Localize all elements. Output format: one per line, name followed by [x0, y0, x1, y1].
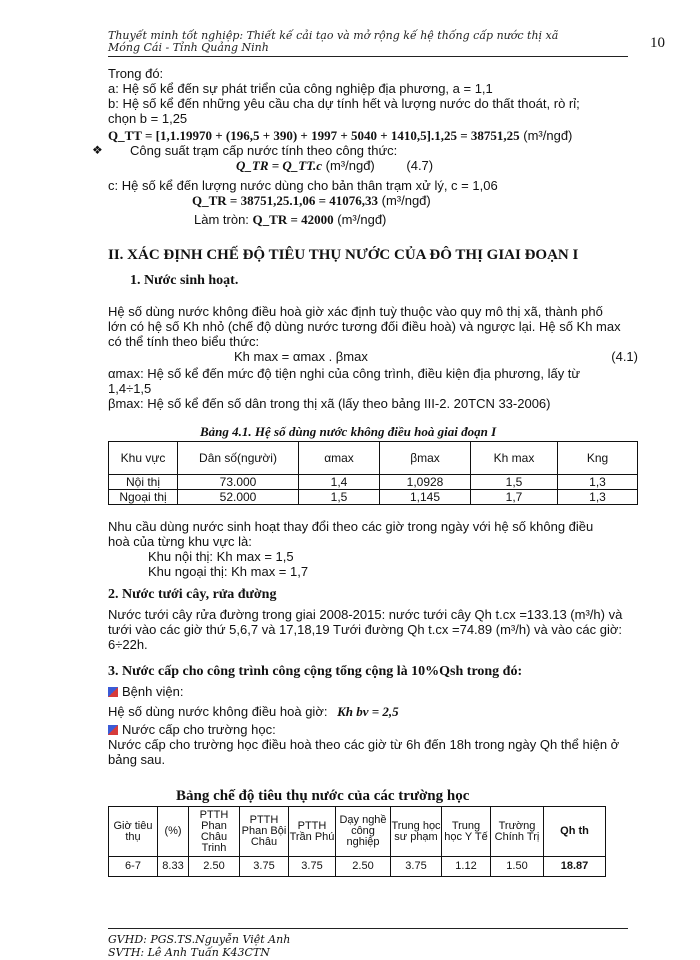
- table-cell: 73.000: [178, 475, 299, 490]
- para-he-so: [108, 304, 648, 411]
- coef-a-text: a: Hệ số kể đến sự phát triển của công nghiệp địa phương, a = 1,1: [108, 81, 493, 96]
- beta-text: βmax: Hệ số kể đến số dân trong thị xã (lấy theo bảng III-2. 20TCN 33-2006): [108, 396, 551, 411]
- coef-c-text: c: Hệ số kể đến lượng nước dùng cho bản thân trạm xử lý, c = 1,06: [108, 178, 498, 193]
- formula-qtr-value-expr: Q_TR = 38751,25.1,06 = 41076,33: [192, 193, 378, 208]
- para-tuoi-line-3: 6÷22h.: [108, 637, 148, 652]
- table-header-row: [109, 807, 606, 857]
- benh-vien-label: Bệnh viện:: [122, 684, 184, 699]
- table-cell: 52.000: [178, 490, 299, 505]
- footer-svth: SVTH: Lê Anh Tuấn K43CTN: [108, 946, 270, 959]
- table-header-cell: αmax: [299, 442, 380, 475]
- rounding-unit: (m³/ngđ): [337, 212, 387, 227]
- congsuat-block: [130, 143, 630, 173]
- table-header-cell: Khu vực: [109, 442, 178, 475]
- table-cell: Ngoại thị: [109, 490, 178, 505]
- coef-b-text: b: Hệ số kể đến những yêu cầu cha dự tính hết và lượng nước do thất thoát, rò rỉ;: [108, 96, 580, 111]
- he-so-label: Hệ số dùng nước không điều hoà giờ:: [108, 704, 328, 719]
- table-header-cell: (%): [158, 807, 189, 857]
- table-cell: 1,3: [558, 490, 638, 505]
- table-cell: 8.33: [158, 857, 189, 877]
- benh-vien-item: [108, 684, 648, 699]
- formula-kh-number: (4.1): [611, 349, 638, 364]
- formula-qtr-value: [108, 193, 648, 208]
- trong-do-label: Trong đó:: [108, 66, 164, 81]
- table-cell: Nội thị: [109, 475, 178, 490]
- section-heading-ii: II. XÁC ĐỊNH CHẾ ĐỘ TIÊU THỤ NƯỚC CỦA ĐÔ THỊ GIAI ĐOẠN I: [108, 247, 579, 263]
- truong-hoc-line-2: bảng sau.: [108, 752, 166, 767]
- para-he-so-line-3: có thể tính theo biểu thức:: [108, 334, 260, 349]
- table-cell: 6-7: [109, 857, 158, 877]
- table-cell: 1,7: [471, 490, 558, 505]
- para-cong-cong: [108, 684, 648, 767]
- table-cell: 1,5: [299, 490, 380, 505]
- header-line-2: Móng Cái - Tỉnh Quảng Ninh: [108, 41, 269, 54]
- table-4-1: [108, 441, 638, 505]
- table-header-cell: Dạy nghề công nghiệp: [336, 807, 391, 857]
- table-row: [109, 475, 638, 490]
- truong-hoc-item: [108, 722, 648, 737]
- congsuat-text: Công suất trạm cấp nước tính theo công thức:: [130, 143, 398, 158]
- table-cell: 1.50: [491, 857, 544, 877]
- table-cell: 1,0928: [380, 475, 471, 490]
- rounding-expr: Q_TR = 42000: [252, 212, 334, 227]
- bullet-diamond-icon: ❖: [92, 143, 103, 157]
- rounding-line: [108, 212, 648, 227]
- header-line-1: Thuyết minh tốt nghiệp: Thiết kế cải tạo và mở rộng kế hệ thống cấp nước thị xã: [108, 29, 559, 42]
- table-header-cell: Trung học Y Tế: [442, 807, 491, 857]
- intro-block: [108, 66, 648, 143]
- table-cell: 18.87: [544, 857, 606, 877]
- footer-divider: [108, 928, 628, 929]
- table-cell: 3.75: [289, 857, 336, 877]
- truong-hoc-label: Nước cấp cho trường học:: [122, 722, 276, 737]
- para-he-so-line-2: lớn có hệ số Kh nhỏ (chế độ dùng nước tương đối điều hoà) và ngược lại. Hệ số Kh max: [108, 319, 621, 334]
- table-cell: 2.50: [336, 857, 391, 877]
- formula-qtr-number: (4.7): [406, 158, 434, 173]
- table-cell: 1.12: [442, 857, 491, 877]
- subheading-nuoc-sinh-hoat: 1. Nước sinh hoạt.: [130, 273, 239, 288]
- kh-ngoai-thi: Khu ngoại thị: Kh max = 1,7: [148, 564, 309, 579]
- truong-hoc-line-1: Nước cấp cho trường học điều hoà theo các giờ từ 6h đến 18h trong ngày Qh thể hiện ở: [108, 737, 620, 752]
- formula-kh-expr: Kh max = αmax . βmax: [234, 349, 368, 364]
- table-cell: 1,5: [471, 475, 558, 490]
- header-divider: [108, 56, 628, 57]
- formula-qtt-unit: (m³/ngđ): [523, 128, 573, 143]
- formula-qtt-expr: Q_TT = [1,1.19970 + (196,5 + 390) + 1997 + 5040 + 1410,5].1,25 = 38751,25: [108, 128, 520, 143]
- table-header-cell: Dân số(người): [178, 442, 299, 475]
- kh-noi-thi: Khu nội thị: Kh max = 1,5: [148, 549, 294, 564]
- formula-qtt: [108, 128, 648, 143]
- formula-qtr-expr: Q_TR = Q_TT.c: [236, 158, 323, 173]
- para-tuoi-cay: [108, 607, 648, 652]
- table-header-cell: PTTH Trần Phú: [289, 807, 336, 857]
- coef-c-block: [108, 178, 648, 227]
- subheading-cong-cong: 3. Nước cấp cho công trình công cộng tổng cộng là 10%Qsh trong đó:: [108, 664, 523, 679]
- subheading-tuoi-cay: 2. Nước tưới cây, rửa đường: [108, 587, 277, 602]
- table-header-cell: Giờ tiêu thụ: [109, 807, 158, 857]
- alpha-text: αmax: Hệ số kể đến mức độ tiện nghi của công trình, điều kiện địa phương, lấy từ: [108, 366, 581, 381]
- formula-qtr-value-unit: (m³/ngđ): [381, 193, 431, 208]
- table-header-cell: Kng: [558, 442, 638, 475]
- para-tuoi-line-2: tưới vào các giờ thứ 5,6,7 và 17,18,19 Tưới đường Qh t.cx =74.89 (m³/h) và vào các giờ:: [108, 622, 623, 637]
- pointer-bullet-icon: [108, 687, 118, 697]
- alpha-range: 1,4÷1,5: [108, 381, 152, 396]
- table-row: [109, 490, 638, 505]
- table-header-cell: PTTH Phan Châu Trinh: [189, 807, 240, 857]
- formula-kh: [108, 349, 648, 366]
- table-cell: 2.50: [189, 857, 240, 877]
- coef-b-choice: chọn b = 1,25: [108, 111, 188, 126]
- para-tuoi-line-1: Nước tưới cây rửa đường trong giai 2008-2015: nước tưới cây Qh t.cx =133.13 (m³/h) và: [108, 607, 623, 622]
- formula-qtr-unit: (m³/ngđ): [325, 158, 375, 173]
- pointer-bullet-icon: [108, 725, 118, 735]
- table-cell: 3.75: [240, 857, 289, 877]
- table-header-cell: PTTH Phan Bội Châu: [240, 807, 289, 857]
- table-row: [109, 857, 606, 877]
- table-header-cell: Trường Chính Trị: [491, 807, 544, 857]
- table-cell: 1,4: [299, 475, 380, 490]
- schools-table-caption: Bảng chế độ tiêu thụ nước của các trường học: [176, 788, 470, 804]
- formula-qtr: [130, 158, 630, 173]
- table-cell: 1,145: [380, 490, 471, 505]
- para-nhu-cau-line-2: hoà của từng khu vực là:: [108, 534, 252, 549]
- para-nhu-cau-line-1: Nhu cầu dùng nước sinh hoạt thay đổi theo các giờ trong ngày với hệ số không điều: [108, 519, 594, 534]
- schools-table: [108, 806, 606, 877]
- he-so-line: [108, 704, 648, 719]
- table-4-1-caption: Bảng 4.1. Hệ số dùng nước không điều hoà giai đoạn I: [200, 424, 497, 439]
- page-header: [108, 30, 628, 54]
- para-nhu-cau: [108, 519, 648, 579]
- kbv-expr: Kh bv = 2,5: [337, 704, 399, 719]
- table-header-cell: Kh max: [471, 442, 558, 475]
- table-header-cell: Trung học sư phạm: [391, 807, 442, 857]
- table-header-cell: βmax: [380, 442, 471, 475]
- rounding-label: Làm tròn:: [194, 212, 249, 227]
- table-cell: 1,3: [558, 475, 638, 490]
- table-header-cell: Qh th: [544, 807, 606, 857]
- para-he-so-line-1: Hệ số dùng nước không điều hoà giờ xác định tuỳ thuộc vào quy mô thị xã, thành phố: [108, 304, 603, 319]
- table-header-row: [109, 442, 638, 475]
- footer-gvhd: GVHD: PGS.TS.Nguyễn Việt Anh: [108, 933, 291, 946]
- page-number: 10: [650, 35, 665, 51]
- table-cell: 3.75: [391, 857, 442, 877]
